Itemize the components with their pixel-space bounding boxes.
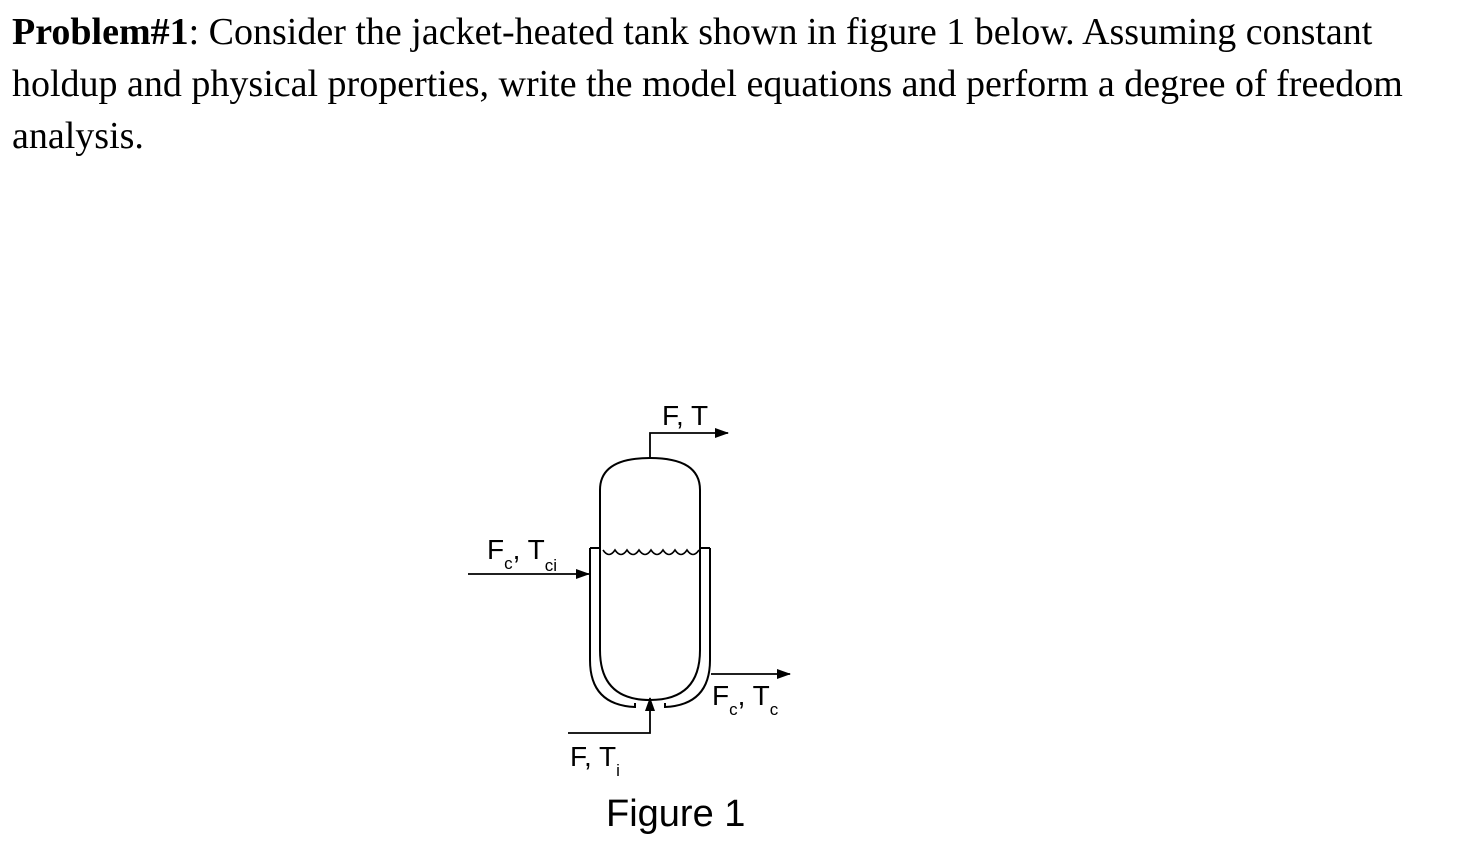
coolant-inlet-sep: , T [512, 534, 545, 565]
coolant-inlet-label [487, 534, 557, 575]
coolant-outlet-sep: , T [737, 680, 770, 711]
feed-inlet-line [568, 698, 650, 733]
problem-body: : Consider the jacket-heated tank shown in figure 1 below. Assuming constant holdup and physical properties, write the model equations and perform a degree of freedom analysis. [12, 11, 1403, 157]
coolant-outlet-flow-sub: c [729, 700, 738, 719]
feed-inlet-temp-sub: i [616, 761, 620, 780]
feed-inlet-label [570, 741, 620, 780]
liquid-surface [603, 550, 699, 555]
coolant-inlet-flow: F [487, 534, 505, 565]
coolant-inlet-temp-sub: ci [544, 556, 558, 575]
problem-label: Problem#1 [12, 11, 189, 53]
figure-caption: Figure 1 [606, 793, 746, 835]
jacket-left [590, 548, 635, 707]
coolant-inlet-flow-sub: c [504, 554, 513, 573]
coolant-outlet-flow: F [712, 680, 730, 711]
outlet-stream-line [650, 433, 728, 458]
jacket-right [665, 548, 710, 707]
coolant-outlet-temp-sub: c [769, 700, 779, 719]
coolant-outlet-label [712, 680, 779, 719]
feed-inlet-flow: F, T [570, 741, 617, 772]
outlet-stream-label: F, T [662, 400, 709, 431]
tank-vessel [600, 458, 700, 700]
